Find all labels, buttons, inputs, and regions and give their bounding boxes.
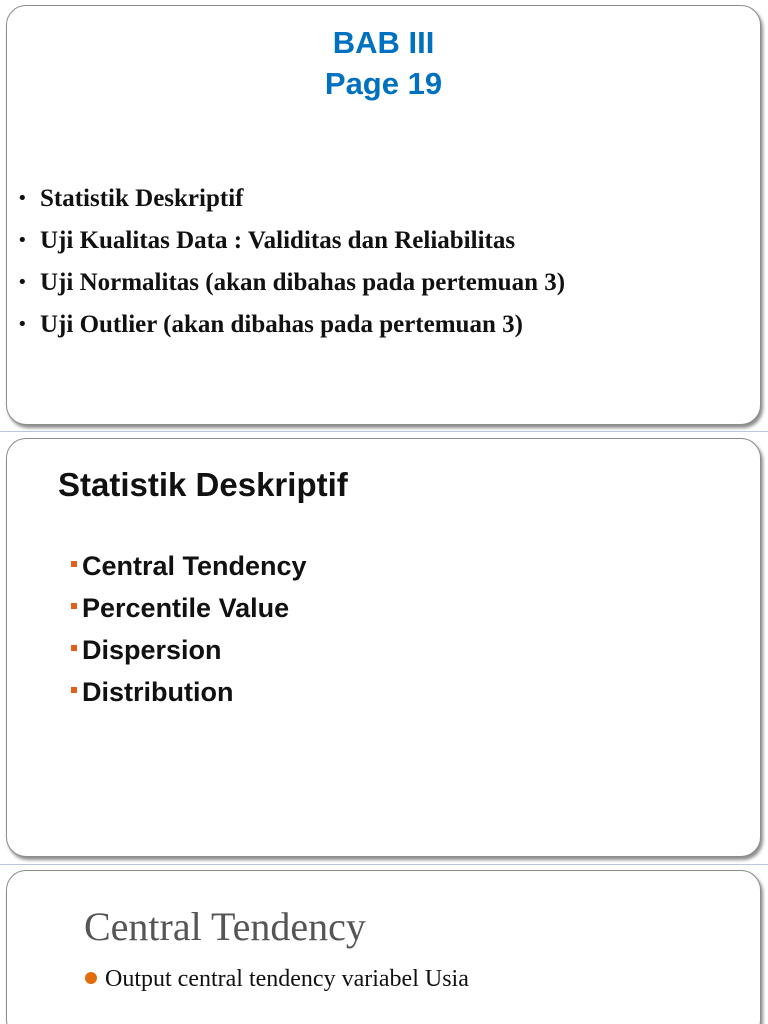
- slide-1-bullet-item: [17, 178, 565, 220]
- slide-1-bullet-list: [17, 178, 565, 346]
- slide-2-bullet-text: Percentile Value: [82, 593, 290, 623]
- slide-1-bullet-item: [17, 262, 565, 304]
- square-bullet-icon: [71, 561, 77, 567]
- slide-2-bullet-list: [71, 545, 307, 713]
- slide-1-bullet-item: [17, 220, 565, 262]
- slide-2-bullet-text: Central Tendency: [82, 551, 307, 581]
- slide-1: [6, 5, 761, 425]
- bullet-dot-icon: •: [17, 230, 28, 251]
- slide-3-title: Central Tendency: [84, 904, 366, 949]
- slide-1-bullet-text: Statistik Deskriptif: [40, 185, 244, 212]
- slide-1-bullet-text: Uji Kualitas Data : Validitas dan Reliabilitas: [40, 227, 516, 254]
- slide-2-bullet-item: [71, 629, 307, 671]
- slide-2-bullet-item: [71, 587, 307, 629]
- slide-1-title-line-1: BAB III: [332, 25, 435, 60]
- slide-2: [6, 438, 761, 857]
- slide-2-bullet-item: [71, 671, 307, 713]
- slide-3-bullet-text: Output central tendency variabel Usia: [105, 966, 469, 992]
- slide-2-title: Statistik Deskriptif: [58, 466, 348, 503]
- bullet-dot-icon: •: [17, 272, 28, 293]
- slide-2-bullet-text: Dispersion: [82, 635, 222, 665]
- slide-1-title-line-2: Page 19: [324, 66, 443, 101]
- round-bullet-icon: [85, 972, 97, 984]
- slide-2-bullet-item: [71, 545, 307, 587]
- slide-3: [6, 870, 761, 1024]
- square-bullet-icon: [71, 687, 77, 693]
- slide-1-bullet-item: [17, 304, 565, 346]
- slide-divider: [0, 864, 768, 865]
- bullet-dot-icon: •: [17, 314, 28, 335]
- square-bullet-icon: [71, 603, 77, 609]
- slide-3-bullet-item: [85, 963, 469, 995]
- slide-2-bullet-text: Distribution: [82, 677, 234, 707]
- slide-1-bullet-text: Uji Normalitas (akan dibahas pada pertemuan 3): [40, 269, 566, 296]
- slide-divider: [0, 431, 768, 432]
- square-bullet-icon: [71, 645, 77, 651]
- bullet-dot-icon: •: [17, 188, 28, 209]
- slide-1-bullet-text: Uji Outlier (akan dibahas pada pertemuan 3): [40, 311, 523, 338]
